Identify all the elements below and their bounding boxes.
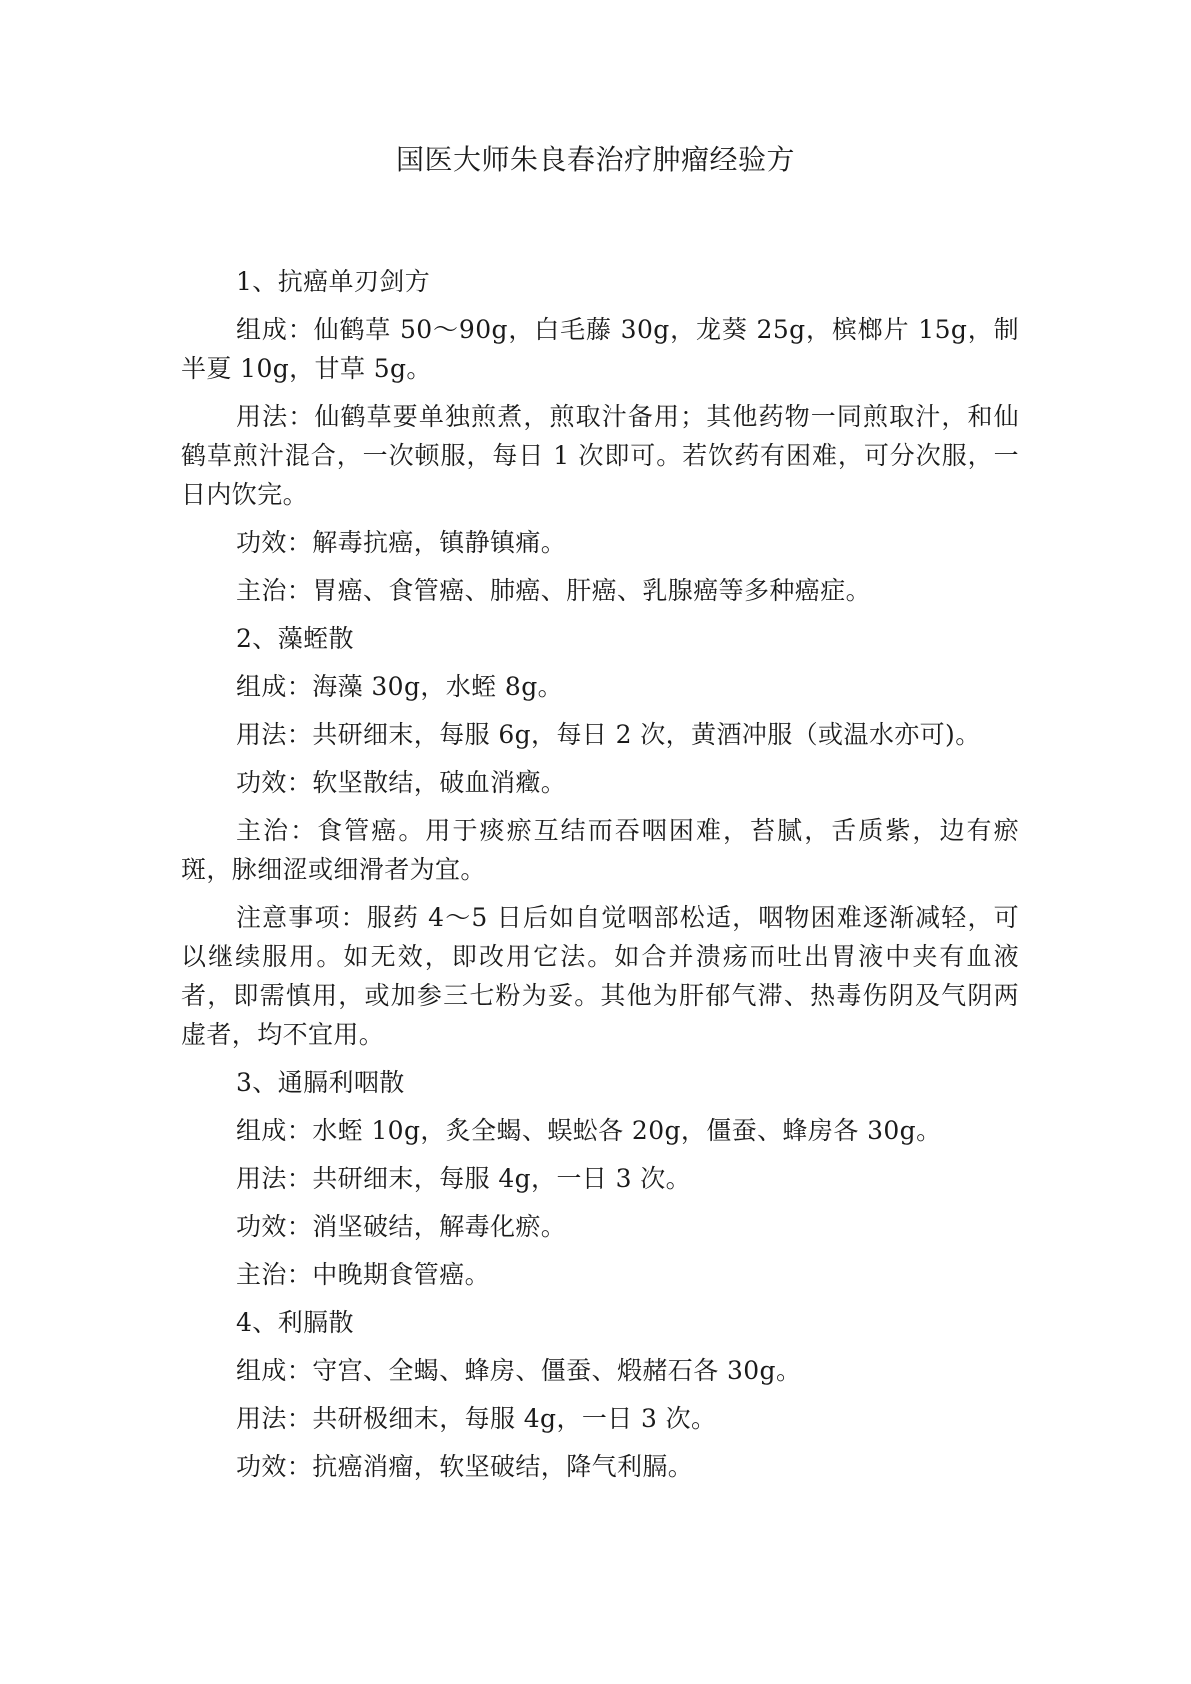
section-heading-2: 2、藻蛭散 [236, 624, 354, 653]
usage-paragraph-3: 用法：共研细末，每服 4g，一日 3 次。 [236, 1164, 692, 1193]
indication-paragraph-2: 主治：食管癌。用于痰瘀互结而吞咽困难，苔腻，舌质紫，边有瘀斑，脉细涩或细滑者为宜。 [181, 816, 1019, 884]
document-body [181, 262, 1019, 1486]
efficacy-paragraph-1: 功效：解毒抗癌，镇静镇痛。 [236, 528, 567, 557]
indication-paragraph-3: 主治：中晚期食管癌。 [236, 1260, 491, 1289]
efficacy-paragraph-2: 功效：软坚散结，破血消癥。 [236, 768, 567, 797]
document-title: 国医大师朱良春治疗肿瘤经验方 [395, 143, 795, 176]
composition-paragraph-2: 组成：海藻 30g，水蛭 8g。 [236, 672, 564, 701]
composition-paragraph-4: 组成：守宫、全蝎、蜂房、僵蚕、煅赭石各 30g。 [236, 1356, 802, 1385]
composition-paragraph-3: 组成：水蛭 10g，炙全蝎、蜈蚣各 20g，僵蚕、蜂房各 30g。 [236, 1116, 942, 1145]
usage-paragraph-2: 用法：共研细末，每服 6g，每日 2 次，黄酒冲服（或温水亦可)。 [236, 720, 981, 749]
usage-paragraph-1: 用法：仙鹤草要单独煎煮，煎取汁备用；其他药物一同煎取汁，和仙鹤草煎汁混合，一次顿服，每日 1 次即可。若饮药有困难，可分次服，一日内饮完。 [181, 402, 1019, 509]
usage-paragraph-4: 用法：共研极细末，每服 4g，一日 3 次。 [236, 1404, 717, 1433]
efficacy-paragraph-4: 功效：抗癌消瘤，软坚破结，降气利膈。 [236, 1452, 694, 1481]
composition-paragraph-1: 组成：仙鹤草 50～90g，白毛藤 30g，龙葵 25g，槟榔片 15g，制半夏 10g，甘草 5g。 [181, 315, 1019, 383]
section-heading-3: 3、通膈利咽散 [236, 1068, 405, 1097]
efficacy-paragraph-3: 功效：消坚破结，解毒化瘀。 [236, 1212, 567, 1241]
section-heading-4: 4、利膈散 [236, 1308, 354, 1337]
section-heading-1: 1、抗癌单刃剑方 [236, 267, 431, 296]
indication-paragraph-1: 主治：胃癌、食管癌、肺癌、肝癌、乳腺癌等多种癌症。 [236, 576, 872, 605]
precautions-paragraph-2: 注意事项：服药 4～5 日后如自觉咽部松适，咽物困难逐渐减轻，可以继续服用。如无效，即改用它法。如合并溃疡而吐出胃液中夹有血液者，即需慎用，或加参三七粉为妥。其他为肝郁气滞、热毒伤阴及气阴两虚者，均不宜用。 [181, 903, 1019, 1049]
